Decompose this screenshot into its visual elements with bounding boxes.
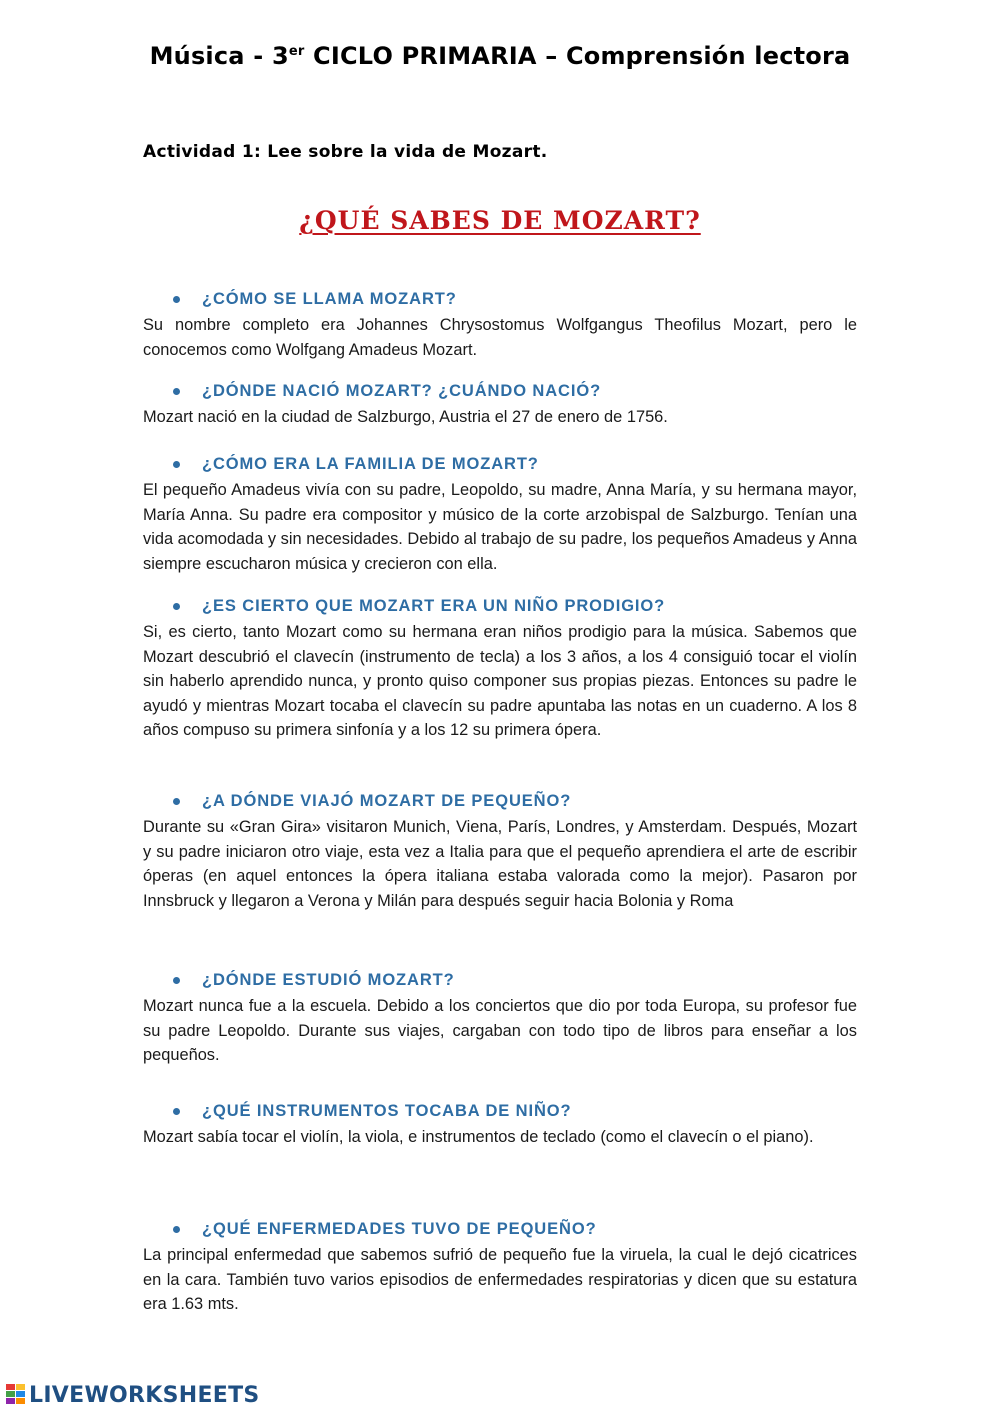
answer-text: Durante su «Gran Gira» visitaron Munich, Viena, París, Londres, y Amsterdam. Después, Mozart y su padre iniciaron otro viaje, esta vez a Italia para que el pequeño aprendiera el arte de escribir óperas (en aquel entonces la ópera italiana estaba valorada como la mejor). Pasaron por Innsbruck y llegaron a Verona y Milán para después seguir hacia Bolonia y Roma (143, 818, 857, 910)
section-instruments (143, 1099, 857, 1150)
question (173, 1099, 857, 1123)
question-text: ¿DÓNDE ESTUDIÓ MOZART? (202, 970, 455, 989)
bullet-icon (173, 977, 180, 984)
question-text: ¿DÓNDE NACIÓ MOZART? ¿CUÁNDO NACIÓ? (202, 381, 602, 400)
question (173, 452, 857, 476)
question-text: ¿ES CIERTO QUE MOZART ERA UN NIÑO PRODIGIO? (202, 596, 666, 615)
main-heading-text: ¿QUÉ SABES DE MOZART? (299, 206, 701, 235)
title-superscript: er (288, 44, 305, 59)
question (173, 968, 857, 992)
answer-text: Mozart sabía tocar el violín, la viola, e instrumentos de teclado (como el clavecín o el piano). (143, 1128, 814, 1146)
question-text: ¿QUÉ ENFERMEDADES TUVO DE PEQUEÑO? (202, 1219, 597, 1238)
answer-text: Su nombre completo era Johannes Chrysostomus Wolfgangus Theofilus Mozart, pero le conocemos como Wolfgang Amadeus Mozart. (143, 316, 857, 359)
section-name (143, 287, 857, 362)
liveworksheets-logo (6, 1382, 260, 1408)
question-text: ¿CÓMO SE LLAMA MOZART? (202, 289, 457, 308)
question-text: ¿CÓMO ERA LA FAMILIA DE MOZART? (202, 454, 539, 473)
bullet-icon (173, 1108, 180, 1115)
main-heading (0, 206, 1000, 235)
answer-text: El pequeño Amadeus vivía con su padre, Leopoldo, su madre, Anna María, y su hermana mayor, María Anna. Su padre era compositor y músico de la corte arzobispal de Salzburgo. Tenían una vida acomodada y sin necesidades. Debido al trabajo de su padre, los pequeños Amadeus y Anna siempre escucharon música y crecieron con ella. (143, 481, 857, 573)
activity-instruction: Actividad 1: Lee sobre la vida de Mozart. (143, 142, 548, 162)
title-prefix: Música - 3 (149, 42, 289, 70)
question-text: ¿QUÉ INSTRUMENTOS TOCABA DE NIÑO? (202, 1101, 572, 1120)
bullet-icon (173, 388, 180, 395)
question (173, 1217, 857, 1241)
section-travel (143, 789, 857, 913)
bullet-icon (173, 461, 180, 468)
section-study (143, 968, 857, 1068)
answer-text: Mozart nunca fue a la escuela. Debido a los conciertos que dio por toda Europa, su profesor fue su padre Leopoldo. Durante sus viajes, cargaban con todo tipo de libros para enseñar a los pequeños. (143, 997, 857, 1065)
title-suffix: CICLO PRIMARIA – Comprensión lectora (304, 42, 851, 70)
section-family (143, 452, 857, 576)
logo-text: LIVEWORKSHEETS (29, 1382, 260, 1408)
section-birth (143, 379, 857, 430)
answer-text: Mozart nació en la ciudad de Salzburgo, Austria el 27 de enero de 1756. (143, 408, 668, 426)
answer-text: La principal enfermedad que sabemos sufrió de pequeño fue la viruela, la cual le dejó cicatrices en la cara. También tuvo varios episodios de enfermedades respiratorias y dicen que su estatura era 1.63 mts. (143, 1246, 857, 1314)
bullet-icon (173, 296, 180, 303)
section-prodigy (143, 594, 857, 743)
question (173, 287, 857, 311)
bullet-icon (173, 798, 180, 805)
question (173, 789, 857, 813)
bullet-icon (173, 1226, 180, 1233)
bullet-icon (173, 603, 180, 610)
liveworksheets-logo-icon (6, 1384, 26, 1406)
answer-text: Si, es cierto, tanto Mozart como su hermana eran niños prodigio para la música. Sabemos que Mozart descubrió el clavecín (instrumento de tecla) a los 3 años, a los 4 consiguió tocar el violín sin haberlo aprendido nunca, y pronto quiso componer sus propias piezas. Entonces su padre le ayudó y mientras Mozart tocaba el clavecín su padre apuntaba las notas en un cuaderno. A los 8 años compuso su primera sinfonía y a los 12 su primera ópera. (143, 623, 857, 740)
question-text: ¿A DÓNDE VIAJÓ MOZART DE PEQUEÑO? (202, 791, 572, 810)
question (173, 379, 857, 403)
question (173, 594, 857, 618)
page-title (0, 42, 1000, 70)
section-illness (143, 1217, 857, 1317)
